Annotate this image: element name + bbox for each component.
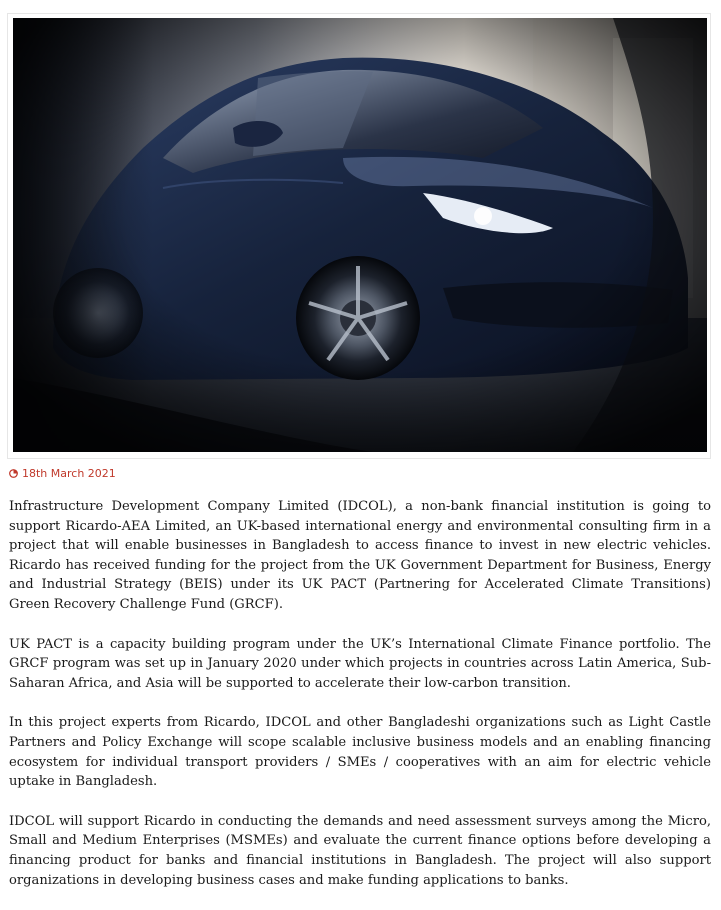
post-date-text: 18th March 2021 (22, 466, 116, 480)
article-paragraph: IDCOL will support Ricardo in conducting the demands and need assessment surveys among the Micro, Small and Medium Enterprises (MSMEs) and evaluate the current finance options before developing a financing product for banks and financial institutions in Bangladesh. The project will also support organizations in developing business cases and make funding applications to banks. (9, 813, 711, 888)
post-date (9, 466, 116, 480)
article-paragraph: Infrastructure Development Company Limited (IDCOL), a non-bank financial institution is going to support Ricardo-AEA Limited, an UK-based international energy and environmental consulting firm in a project that will enable businesses in Bangladesh to access finance to invest in new electric vehicles. Ricardo has received funding for the project from the UK Government Department for Business, Energy and Industrial Strategy (BEIS) under its UK PACT (Partnering for Accelerated Climate Transitions) Green Recovery Challenge Fund (GRCF). (9, 499, 711, 612)
featured-image (13, 18, 707, 452)
article-paragraph: UK PACT is a capacity building program under the UK’s International Climate Finance portfolio. The GRCF program was set up in January 2020 under which projects in countries across Latin America, Sub-Saharan Africa, and Asia will be supported to accelerate their low-carbon transition. (9, 636, 711, 691)
article-paragraph: In this project experts from Ricardo, IDCOL and other Bangladeshi organizations such as Light Castle Partners and Policy Exchange will scope scalable inclusive business models and an enabling financing ecosystem for individual transport providers / SMEs / cooperatives with an aim for electric vehicle uptake in Bangladesh. (9, 715, 711, 790)
clock-icon (9, 469, 18, 478)
car-photo (13, 18, 707, 452)
article-body (9, 497, 711, 910)
